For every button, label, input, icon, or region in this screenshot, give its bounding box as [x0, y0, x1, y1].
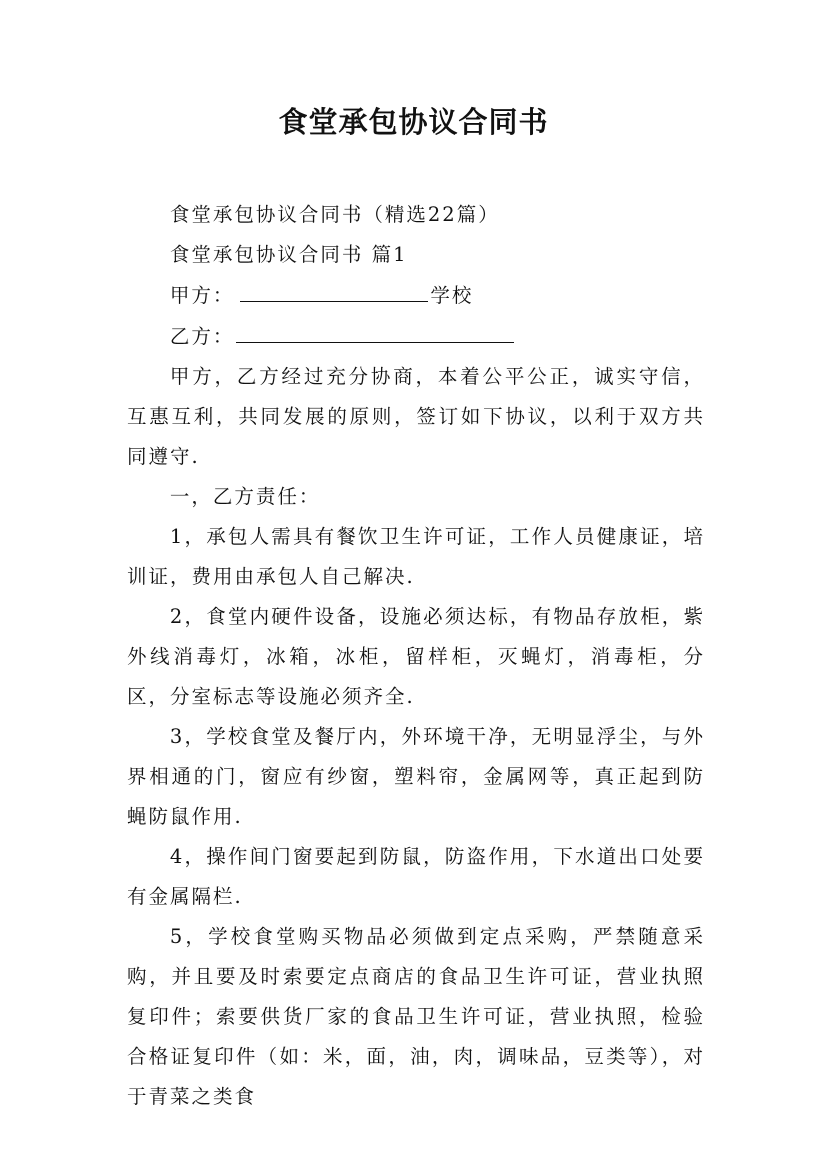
document-title: 食堂承包协议合同书 — [278, 105, 549, 139]
intro-paragraph: 甲方，乙方经过充分协商，本着公平公正，诚实守信，互惠互利，共同发展的原则，签订如下协议，以利于双方共同遵守. — [127, 365, 705, 468]
clause-3: 3，学校食堂及餐厅内，外环境干净，无明显浮尘，与外界相通的门，窗应有纱窗，塑料帘，金属网等，真正起到防蝇防鼠作用. — [127, 725, 705, 828]
party-a-suffix: 学校 — [430, 284, 474, 307]
section-heading: 一，乙方责任： — [169, 485, 321, 508]
clause-4: 4，操作间门窗要起到防鼠，防盗作用，下水道出口处要有金属隔栏. — [127, 845, 705, 908]
clause-2: 2，食堂内硬件设备，设施必须达标，有物品存放柜，紫外线消毒灯，冰箱，冰柜，留样柜，灭蝇灯，消毒柜，分区，分室标志等设施必须齐全. — [127, 605, 705, 708]
party-a-blank — [240, 275, 428, 302]
document-body — [127, 195, 705, 1117]
subtitle: 食堂承包协议合同书（精选22篇） — [169, 203, 500, 226]
party-b-label: 乙方： — [169, 325, 235, 348]
clause-1: 1，承包人需具有餐饮卫生许可证，工作人员健康证，培训证，费用由承包人自己解决. — [127, 525, 705, 588]
party-b-blank — [236, 316, 514, 343]
article-heading: 食堂承包协议合同书 篇1 — [169, 243, 408, 266]
party-b-line — [127, 316, 705, 357]
party-a-label: 甲方： — [169, 284, 235, 307]
party-a-line — [127, 275, 705, 316]
clause-5: 5，学校食堂购买物品必须做到定点采购，严禁随意采购，并且要及时索要定点商店的食品卫生许可证，营业执照复印件；索要供货厂家的食品卫生许可证，营业执照，检验合格证复印件（如：米，面，油，肉，调味品，豆类等），对于青菜之类食 — [127, 925, 705, 1108]
